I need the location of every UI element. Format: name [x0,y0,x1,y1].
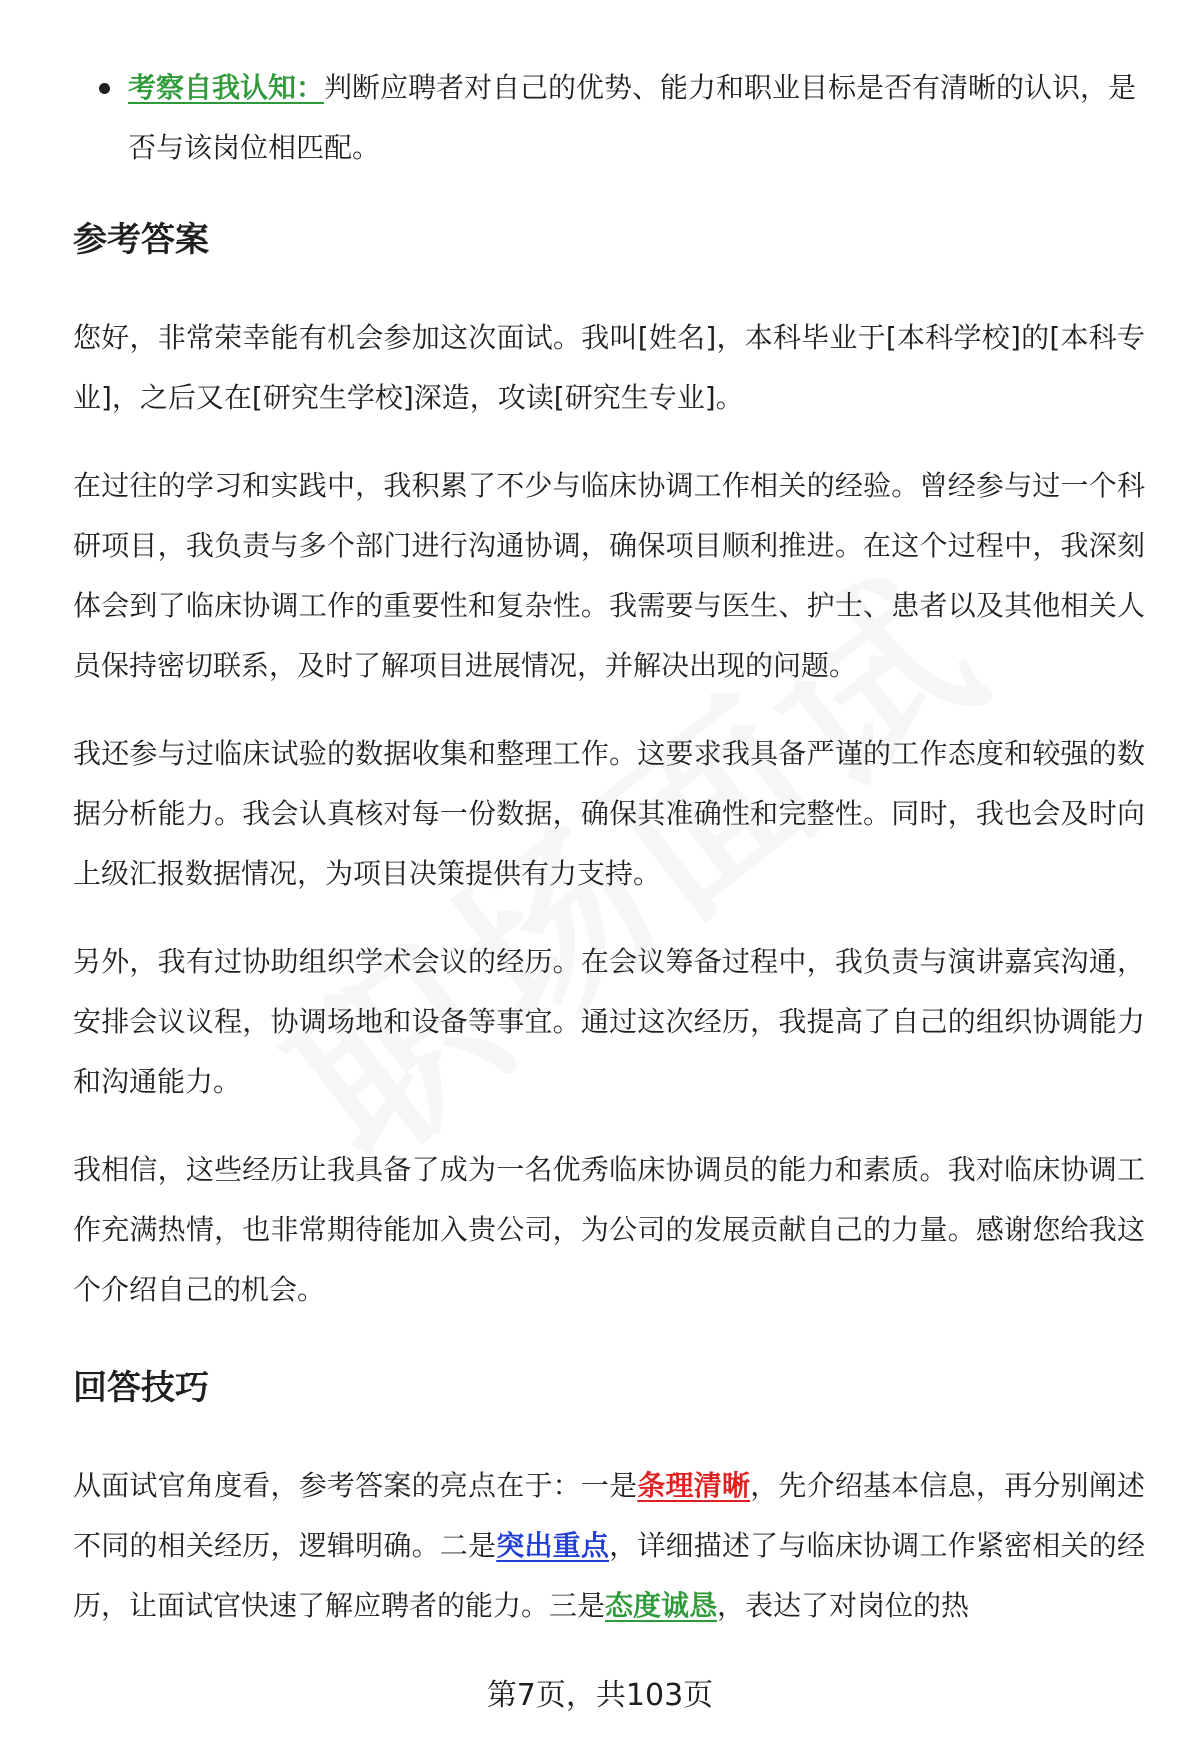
reference-paragraph-5: 我相信，这些经历让我具备了成为一名优秀临床协调员的能力和素质。我对临床协调工作充满热情，也非常期待能加入贵公司，为公司的发展贡献自己的力量。感谢您给我这个介绍自己的机会。 [73,1153,1145,1306]
reference-answer-heading: 参考答案 [73,220,209,260]
tips-text-1: 从面试官角度看，参考答案的亮点在于：一是 [73,1469,638,1502]
reference-paragraph-3: 我还参与过临床试验的数据收集和整理工作。这要求我具备严谨的工作态度和较强的数据分析能力。我会认真核对每一份数据，确保其准确性和完整性。同时，我也会及时向上级汇报数据情况，为项目决策提供有力支持。 [73,737,1145,890]
answer-tips-heading: 回答技巧 [73,1368,209,1408]
bullet-highlight-label: 考察自我认知： [128,71,325,104]
reference-paragraph-4: 另外，我有过协助组织学术会议的经历。在会议筹备过程中，我负责与演讲嘉宾沟通，安排会议议程，协调场地和设备等事宜。通过这次经历，我提高了自己的组织协调能力和沟通能力。 [73,945,1145,1098]
tips-keyword-clear-structure: 条理清晰 [637,1469,751,1502]
tips-keyword-sincere-attitude: 态度诚恳 [605,1589,718,1622]
page-number-footer: 第7页，共103页 [486,1678,714,1713]
bullet-text: 判断应聘者对自己的优势、能力和职业目标是否有清晰的认识，是否与该岗位相匹配。 [128,71,1137,164]
tips-keyword-highlight-focus: 突出重点 [496,1529,610,1562]
page-content [73,58,1145,1636]
tips-text-2: ，先介绍基本信息，再分别阐述不同的相关经历，逻辑明确。二是 [73,1469,1145,1562]
tips-paragraph [73,1456,1145,1636]
bullet-dot-icon [99,83,110,94]
bullet-item-self-awareness [73,58,1145,178]
tips-text-4: ，表达了对岗位的热 [717,1589,970,1622]
reference-paragraph-2: 在过往的学习和实践中，我积累了不少与临床协调工作相关的经验。曾经参与过一个科研项目，我负责与多个部门进行沟通协调，确保项目顺利推进。在这个过程中，我深刻体会到了临床协调工作的重要性和复杂性。我需要与医生、护士、患者以及其他相关人员保持密切联系，及时了解项目进展情况，并解决出现的问题。 [73,469,1145,682]
tips-text-3: ，详细描述了与临床协调工作紧密相关的经历，让面试官快速了解应聘者的能力。三是 [73,1529,1145,1622]
reference-paragraph-1: 您好，非常荣幸能有机会参加这次面试。我叫[姓名]，本科毕业于[本科学校]的[本科专业]，之后又在[研究生学校]深造，攻读[研究生专业]。 [73,321,1145,414]
